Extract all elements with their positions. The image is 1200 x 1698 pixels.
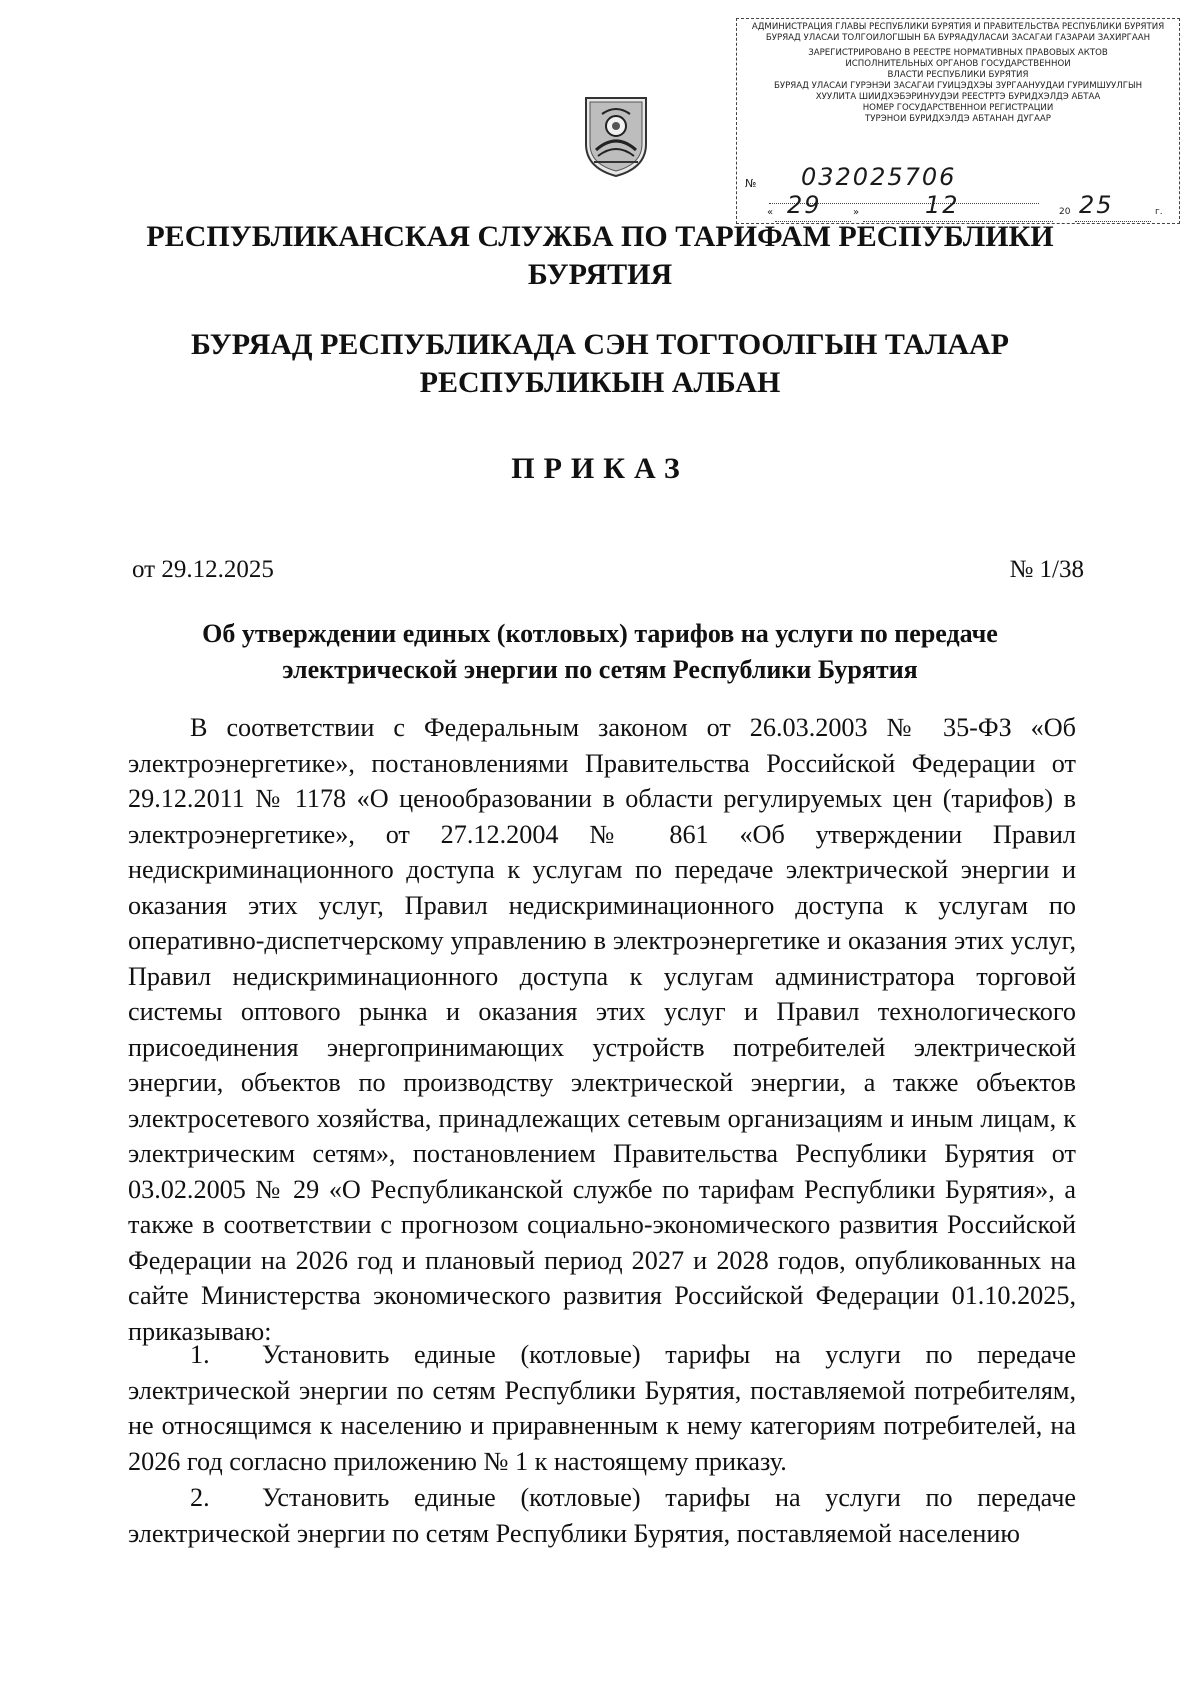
stamp-line: ТУРЭНОЙ БУРИДХЭЛДЭ АБТАНАН ДУГААР (865, 114, 1051, 124)
item-text: Установить единые (котловые) тарифы на услуги по передаче электрической энергии по сетям Республики Бурятия, поставляемой населению (128, 1483, 1076, 1548)
org-name-bua-line2: РЕСПУБЛИКЫН АЛБАН (419, 366, 781, 399)
stamp-date-close-quote: » (853, 207, 860, 218)
stamp-line: БУРЯАД УЛАСАЙ ТОЛГОЙЛОГШЫН БА БУРЯАДУЛАСАЙ ЗАСАГАЙ ГАЗАРАЙ ЗАХИРГААН (765, 33, 1151, 43)
stamp-date-month: 12 (925, 191, 960, 219)
item-number: 1. (190, 1340, 210, 1369)
stamp-date-day: 29 (787, 191, 822, 219)
order-number: № 1/38 (1009, 556, 1084, 583)
stamp-date-line (1075, 221, 1151, 222)
coat-of-arms-emblem (582, 92, 650, 178)
stamp-line: ИСПОЛНИТЕЛЬНЫХ ОРГАНОВ ГОСУДАРСТВЕННОЙ (845, 59, 1071, 69)
stamp-line: БУРЯАД УЛАСАЙ ГУРЭНЭЙ ЗАСАГАЙ ГУЙЦЭДХЭЫ ЗУРГААНУУДАЙ ГУРИМШУУЛГЫН (773, 81, 1143, 91)
stamp-date-year-prefix: 20 (1059, 207, 1071, 217)
org-name-ru-line2: БУРЯТИЯ (527, 258, 673, 291)
stamp-number-row (745, 163, 1165, 191)
item-number: 2. (190, 1483, 210, 1512)
org-name-ru-line1: РЕСПУБЛИКАНСКАЯ СЛУЖБА ПО ТАРИФАМ РЕСПУБЛИКИ (146, 220, 1054, 253)
order-subject (150, 616, 1050, 688)
subject-line2: электрической энергии по сетям Республики Бурятия (282, 655, 918, 684)
registration-stamp (736, 18, 1180, 224)
preamble-paragraph: В соответствии с Федеральным законом от 26.03.2003 № 35-ФЗ «Об электроэнергетике», постановлениями Правительства Российской Федерации от 29.12.2011 № 1178 «О ценообразовании в области регулируемых цен (тарифов) в электроэнергетике», от 27.12.2004 № 861 «Об утверждении Правил недискриминационного доступа к услугам по передаче электрической энергии и оказания этих услуг, Правил недискриминационного доступа к услугам по оперативно-диспетчерскому управлению в электроэнергетике и оказания этих услуг, Правил недискриминационного доступа к услугам администратора торговой системы оптового рынка и оказания этих услуг и Правил технологического присоединения энергопринимающих устройств потребителей электрической энергии, объектов по производству электрической энергии, а также объектов электросетевого хозяйства, принадлежащих сетевым организациям и иным лицам, к электрическим сетям», постановлением Правительства Республики Бурятия от 03.02.2005 № 29 «О Республиканской службе по тарифам Республики Бурятия», а также в соответствии с прогнозом социально-экономического развития Российской Федерации на 2026 год и плановый период 2027 и 2028 годов, опубликованных на сайте Министерства экономического развития Российской Федерации 01.10.2025, приказываю: (128, 713, 1076, 1346)
stamp-line: ВЛАСТИ РЕСПУБЛИКИ БУРЯТИЯ (887, 70, 1029, 80)
stamp-line: НОМЕР ГОСУДАРСТВЕННОЙ РЕГИСТРАЦИИ (862, 103, 1054, 113)
order-item-2 (128, 1480, 1076, 1551)
stamp-number-label: № (745, 177, 757, 190)
stamp-line: АДМИНИСТРАЦИЯ ГЛАВЫ РЕСПУБЛИКИ БУРЯТИЯ И ПРАВИТЕЛЬСТВА РЕСПУБЛИКИ БУРЯТИЯ (751, 22, 1165, 32)
org-name-russian (120, 218, 1080, 294)
org-name-buryat (120, 326, 1080, 402)
order-item-1 (128, 1337, 1076, 1479)
subject-line1: Об утверждении единых (котловых) тарифов на услуги по передаче (202, 619, 998, 648)
stamp-registration-number: 032025706 (801, 163, 957, 191)
stamp-date-open-quote: « (767, 207, 774, 218)
item-text: Установить единые (котловые) тарифы на услуги по передаче электрической энергии по сетям Республики Бурятия, поставляемой потребителям, не относящимся к населению и приравненным к нему категориям потребителей, на 2026 год согласно приложению № 1 к настоящему приказу. (128, 1340, 1076, 1476)
stamp-line: ЗАРЕГИСТРИРОВАНО В РЕЕСТРЕ НОРМАТИВНЫХ ПРАВОВЫХ АКТОВ (808, 48, 1108, 58)
stamp-date-year: 25 (1079, 191, 1114, 219)
stamp-date-suffix: г. (1155, 207, 1163, 217)
org-name-bua-line1: БУРЯАД РЕСПУБЛИКАДА СЭН ТОГТООЛГЫН ТАЛААР (190, 328, 1010, 361)
document-type-heading: ПРИКАЗ (511, 452, 689, 485)
order-date: от 29.12.2025 (132, 556, 274, 583)
stamp-line: ХУУЛИТА ШИИДХЭБЭРИНУУДЭЙ РЕЕСТРТЭ БУРИДХЭЛДЭ АБТАА (815, 92, 1101, 102)
